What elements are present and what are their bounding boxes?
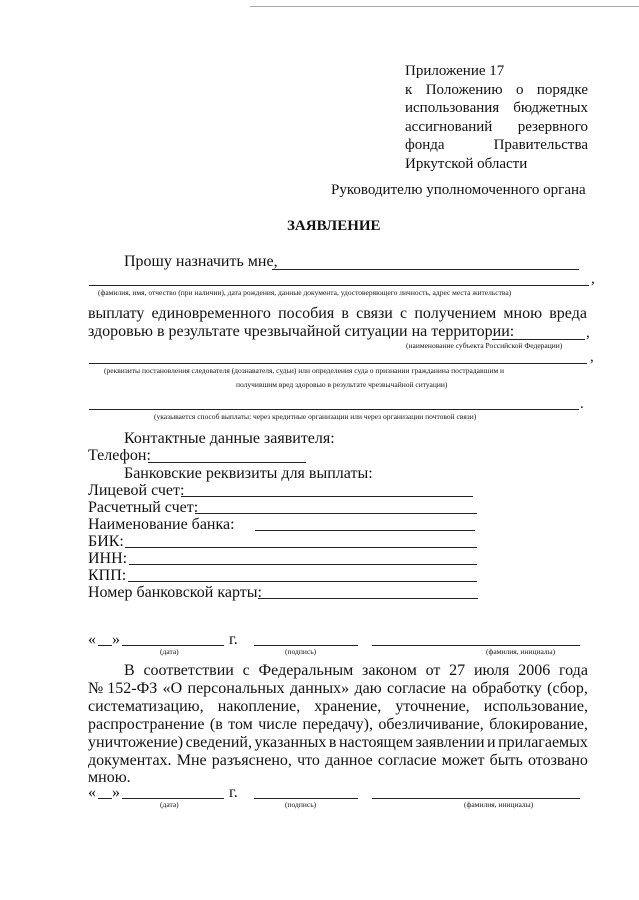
sign1-close-quote: » [112,631,120,648]
word: связи [356,305,393,322]
word: данных» [290,680,350,697]
phone-label: Телефон: [88,447,151,464]
word: обработку [472,680,542,697]
word: пособия [278,305,335,322]
word: единовременного [151,305,271,322]
bank-field-settlement[interactable] [195,513,477,514]
word: «О [162,680,183,697]
period-1: . [580,396,584,412]
word: использования [405,100,500,116]
word: к [405,81,413,98]
annex-line-3 [405,99,588,118]
word: блокирование, [489,716,588,733]
word: согласие [377,752,437,769]
document-title: ЗАЯВЛЕНИЕ [287,218,381,234]
bank-field-inn[interactable] [129,564,477,565]
word: в [341,305,349,322]
sign1-date-field[interactable] [122,645,224,646]
bank-field-card[interactable] [258,598,478,599]
word: 27 [449,662,466,679]
caption-person: (фамилия, имя, отчество (при наличии), дата рождения, данные документа, удостоверяющего личность, адрес места жительства) [98,288,512,297]
caption-court-2: получившим вред здоровью в результате чрезвычайной ситуации) [236,380,448,389]
word: законом [362,662,417,679]
payment-method-field[interactable] [89,409,579,410]
word: настоящем [338,734,414,751]
sign1-year-mark: г. [229,631,238,648]
comma-1: , [591,271,595,287]
word: использование, [483,698,588,715]
sign1-caption-name: (фамилия, инициалы) [486,647,556,656]
word: отозвано [528,752,588,769]
sign1-caption-signature: (подпись) [285,647,317,656]
bank-field-bank-name[interactable] [255,530,475,531]
word: (сбор, [547,680,588,697]
word: года [558,662,588,679]
sign2-caption-date: (дата) [160,800,179,809]
request-name-field[interactable] [272,269,579,270]
caption-method: (указывается способ выплаты: через кредитные организации или через организации почтовой связи) [154,412,477,421]
word: с [242,662,250,679]
sign1-open-quote: « [88,631,96,648]
bank-label-settlement: Расчетный счет: [88,499,199,516]
word: Положению [425,81,503,98]
annex-line-5 [405,136,588,155]
consent-line-5 [88,733,588,752]
comma-2: , [586,325,590,341]
word: хранение, [314,698,382,715]
sign1-caption-date: (дата) [160,647,179,656]
phone-field[interactable] [148,462,306,463]
consent-line-3 [88,697,588,716]
consent-line-7: мною. [88,769,131,786]
payment-line-2: здоровью в результате чрезвычайной ситуации на территории: [88,323,515,340]
word: указанных [254,734,327,751]
bank-label-inn: ИНН: [88,550,128,567]
word: уточнение, [395,698,470,715]
annex-line-1: Приложение 17 [405,63,505,79]
bank-field-bik[interactable] [125,547,477,548]
bank-label-kpp: КПП: [88,567,127,584]
sign2-close-quote: » [112,784,120,801]
bank-label-bik: БИК: [88,533,124,550]
word: о [515,81,524,98]
word: и [487,734,496,751]
word: числе [258,716,298,733]
word: В [124,662,135,679]
payment-line-1 [88,304,587,323]
sign2-caption-signature: (подпись) [285,800,317,809]
word: получением [414,305,497,322]
request-prefix: Прошу назначить мне, [124,253,278,270]
word: в [328,734,337,751]
caption-territory: (наименование субъекта Российской Федерации) [406,341,563,350]
sign1-name-field[interactable] [372,645,580,646]
sign2-caption-name: (фамилия, инициалы) [464,800,534,809]
word: резервного [517,118,588,135]
word: заявлении [415,734,485,751]
addressee: Руководителю уполномоченного органа [331,182,586,198]
bank-label-account: Лицевой счет: [88,482,185,499]
territory-field[interactable] [492,339,585,340]
word: с [400,305,408,322]
word: прилагаемых [498,734,588,751]
word: может [441,752,485,769]
sign2-signature-field[interactable] [254,798,358,799]
consent-line-2 [88,679,588,698]
contacts-heading: Контактные данные заявителя: [124,430,335,447]
word: июля [473,662,510,679]
word: ассигнований [405,118,493,135]
sign1-signature-field[interactable] [254,645,358,646]
sign1-day-field[interactable] [98,645,112,646]
annex-block [405,62,588,173]
word: № 152-ФЗ [88,680,158,697]
word: систематизацию, [88,698,204,715]
word: распространение [88,716,205,733]
word: быть [489,752,523,769]
word: вреда [549,305,587,322]
comma-3: , [590,349,594,365]
caption-court-1: (реквизиты постановления следователя (дознавателя, судьи) или определения суда о признании гражданина пострадавшим и [104,366,504,375]
word: документах. [88,752,172,769]
word: Федеральным [258,662,354,679]
word: мною [503,305,543,322]
word: даю [354,680,382,697]
word: выплату [88,305,145,322]
word: накопление, [217,698,301,715]
word: согласие [387,680,446,697]
bank-label-bank-name: Наименование банка: [88,516,235,533]
word: персональных [187,680,285,697]
bank-label-card: Номер банковской карты: [88,584,262,601]
annex-line-6: Иркутской области [405,155,528,172]
consent-line-1 [124,661,588,680]
sign2-date-field[interactable] [122,798,224,799]
sign2-open-quote: « [88,784,96,801]
word: том [228,716,253,733]
court-details-field[interactable] [89,363,587,364]
word: данное [325,752,373,769]
word: порядке [536,81,588,98]
word: сведений, [185,734,252,751]
word: передачу), [302,716,373,733]
scan-edge-line [250,6,639,7]
sign2-day-field[interactable] [98,798,112,799]
word: Мне [176,752,207,769]
word: уничтожение) [88,734,184,751]
word: фонда [405,137,445,153]
consent-line-6 [88,751,588,770]
word: что [297,752,320,769]
word: бюджетных [513,100,588,116]
annex-line-2 [405,81,588,100]
word: разъяснено, [211,752,292,769]
word: обезличивание, [378,716,484,733]
word: от [425,662,441,679]
word: 2006 [518,662,551,679]
bank-field-kpp[interactable] [128,581,477,582]
bank-heading: Банковские реквизиты для выплаты: [124,465,373,482]
sign2-name-field[interactable] [372,798,580,799]
sign2-year-mark: г. [229,784,238,801]
word: (в [209,716,223,733]
word: на [451,680,467,697]
word: соответствии [143,662,234,679]
bank-field-account[interactable] [181,496,473,497]
annex-line-4 [405,118,588,137]
consent-line-4 [88,715,588,734]
person-details-field[interactable] [89,285,589,286]
word: Правительства [493,137,588,153]
